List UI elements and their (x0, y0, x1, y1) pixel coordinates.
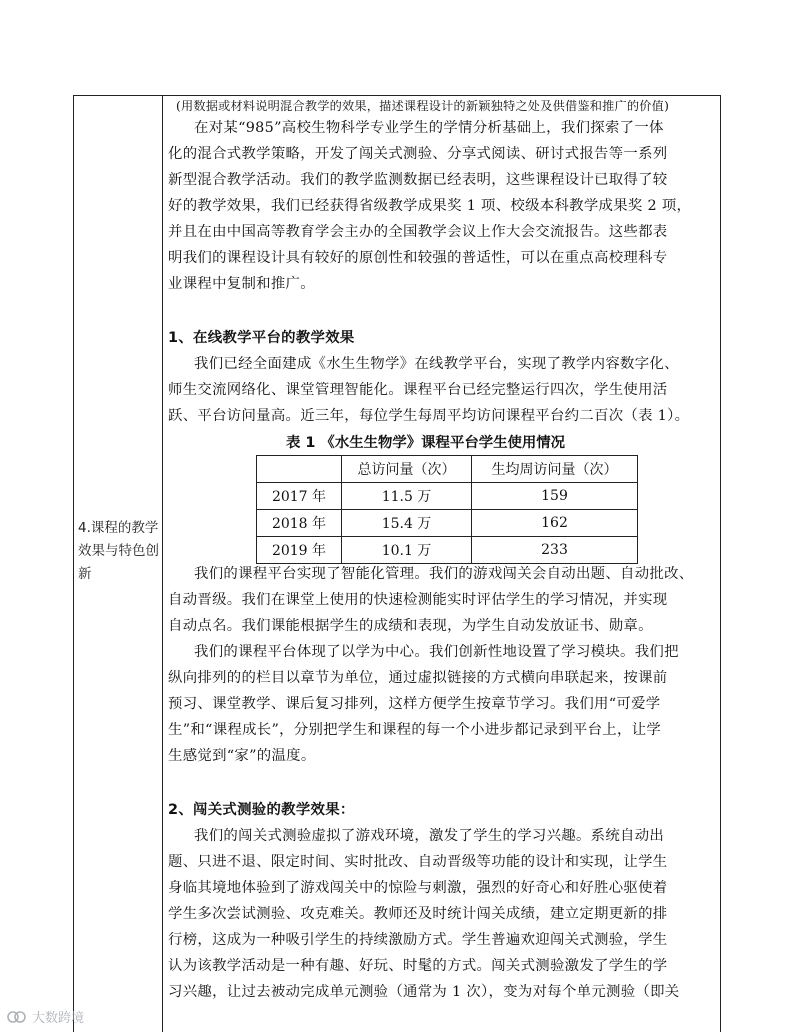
section-heading: 2、闯关式测验的教学效果： (168, 802, 355, 818)
section1-after-line: 预习、课堂教学、课后复习排列，这样方便学生按章节学习。我们用“可爱学 (168, 696, 661, 712)
section2-line: 学生多次尝试测验、攻克难关。教师还及时统计闯关成绩，建立定期更新的排 (168, 906, 668, 922)
section2-line: 题、只进不退、限定时间、实时批改、自动晋级等功能的设计和实现，让学生 (168, 854, 668, 870)
table-caption: 表 1 《水生生物学》课程平台学生使用情况 (286, 435, 566, 451)
table-border-top (73, 95, 721, 96)
section1-line: 跃、平台访问量高。近三年，每位学生每周平均访问课程平台约二百次（表 1）。 (168, 408, 690, 424)
section1-after-line: 自动点名。我们课能根据学生的成绩和表现，为学生自动发放证书、勋章。 (168, 618, 653, 634)
section1-line: 师生交流网络化、课堂管理智能化。课程平台已经完整运行四次，学生使用活 (168, 382, 668, 398)
instruction-note: (用数据或材料说明混合教学的效果，描述课程设计的新颖独特之处及供借鉴和推广的价值) (176, 99, 670, 113)
table-header-cell (257, 456, 342, 483)
table-row (257, 483, 638, 510)
section1-after-line: 生”和“课程成长”，分别把学生和课程的每一个小进步都记录到平台上，让学 (168, 722, 662, 738)
section2-line: 认为该教学活动是一种有趣、好玩、时髦的方式。闯关式测验激发了学生的学 (168, 958, 668, 974)
watermark (6, 1007, 84, 1026)
section-heading: 1、在线教学平台的教学效果 (168, 330, 355, 346)
section1-after-line: 我们的课程平台实现了智能化管理。我们的游戏闯关会自动出题、自动批改、 (194, 566, 694, 582)
section1-after-line: 纵向排列的的栏目以章节为单位，通过虚拟链接的方式横向串联起来，按课前 (168, 670, 668, 686)
table-header-row (257, 456, 638, 483)
intro-line: 好的教学效果，我们已经获得省级教学成果奖 1 项、校级本科教学成果奖 2 项， (168, 198, 692, 214)
row-label-teaching-effect: 4.课程的教学效果与特色创新 (78, 520, 159, 582)
table-header-cell: 总访问量（次） (342, 456, 472, 483)
table-header-cell: 生均周访问量（次） (472, 456, 638, 483)
table-cell-year: 2018 年 (257, 510, 342, 537)
section2-line: 我们的闯关式测验虚拟了游戏环境，激发了学生的学习兴趣。系统自动出 (194, 828, 665, 844)
intro-line: 并且在由中国高等教育学会主办的全国教学会议上作大会交流报告。这些都表 (168, 224, 668, 240)
section1-line: 我们已经全面建成《水生生物学》在线教学平台，实现了教学内容数字化、 (194, 356, 679, 372)
section2-line: 习兴趣，让过去被动完成单元测验（通常为 1 次），变为对每个单元测验（即关 (168, 984, 680, 1000)
section2-line: 行榜，这成为一种吸引学生的持续激励方式。学生普遍欢迎闯关式测验，学生 (168, 932, 668, 948)
section1-after-line: 生感觉到“家”的温度。 (168, 748, 316, 764)
table-cell-year: 2019 年 (257, 537, 342, 564)
section1-after-line: 自动晋级。我们在课堂上使用的快速检测能实时评估学生的学习情况，并实现 (168, 592, 668, 608)
section1-after-line: 我们的课程平台体现了以学为中心。我们创新性地设置了学习模块。我们把 (194, 644, 679, 660)
intro-line: 业课程中复制和推广。 (168, 276, 315, 292)
table-cell-total-visits: 15.4 万 (342, 510, 472, 537)
intro-line: 在对某“985”高校生物科学专业学生的学情分析基础上，我们探索了一体 (194, 120, 664, 136)
table-cell-weekly-visits: 159 (472, 483, 638, 510)
table-row (257, 537, 638, 564)
section2-line: 身临其境地体验到了游戏闯关中的惊险与刺激，强烈的好奇心和好胜心驱使着 (168, 880, 668, 896)
table-column-divider (162, 95, 163, 1032)
table-border-left (73, 95, 74, 1032)
table-border-right (720, 95, 721, 1032)
table-row (257, 510, 638, 537)
table-cell-total-visits: 10.1 万 (342, 537, 472, 564)
intro-line: 新型混合教学活动。我们的教学监测数据已经表明，这些课程设计已取得了较 (168, 172, 668, 188)
table-cell-total-visits: 11.5 万 (342, 483, 472, 510)
intro-line: 化的混合式教学策略，开发了闯关式测验、分享式阅读、研讨式报告等一系列 (168, 146, 668, 162)
table-cell-weekly-visits: 162 (472, 510, 638, 537)
watermark-logo-icon (6, 1010, 28, 1024)
watermark-text: 大数跨境 (32, 1011, 85, 1026)
usage-stats-table (256, 455, 638, 564)
table-cell-year: 2017 年 (257, 483, 342, 510)
table-cell-weekly-visits: 233 (472, 537, 638, 564)
intro-line: 明我们的课程设计具有较好的原创性和较强的普适性，可以在重点高校理科专 (168, 250, 668, 266)
